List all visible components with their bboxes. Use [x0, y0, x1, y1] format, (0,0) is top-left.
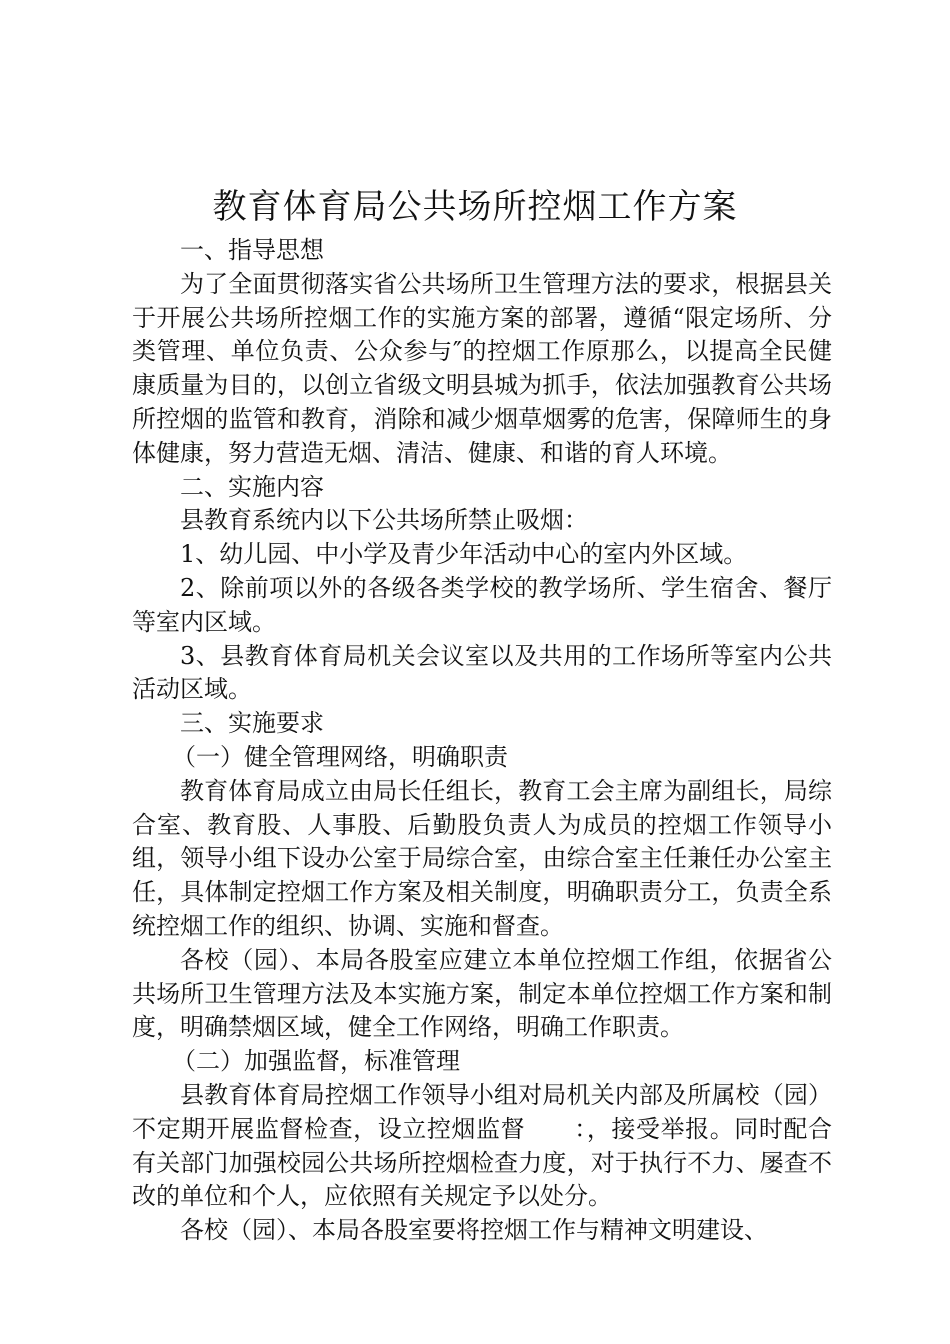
section-heading-implementation-content: 二、实施内容	[180, 472, 324, 501]
paragraph-guiding-ideology: 为了全面贯彻落实省公共场所卫生管理方法的要求，根据县关于开展公共场所控烟工作的实施方案的部署，遵循“限定场所、分类管理、单位负责、公众参与″的控烟工作原那么，以提高全民健康质量为目的，以创立省级文明县城为抓手，依法加强教育公共场所控烟的监管和教育，消除和减少烟草烟雾的危害，保障师生的身体健康，努力营造无烟、清洁、健康、和谐的育人环境。	[132, 269, 832, 467]
paragraph-civilization-building: 各校（园）、本局各股室要将控烟工作与精神文明建设、	[180, 1216, 768, 1245]
paragraph-supervision-inspection: 县教育体育局控烟工作领导小组对局机关内部及所属校（园）不定期开展监督检查，设立控烟监督 ：，接受举报。同时配合有关部门加强校园公共场所控烟检查力度，对于执行不力、屡查不改的单位和个人，应依照有关规定予以处分。	[132, 1080, 832, 1211]
list-item-ban-area-1: 1、幼儿园、中小学及青少年活动中心的室内外区域。	[180, 540, 748, 569]
section-heading-guiding-ideology: 一、指导思想	[180, 236, 324, 264]
section-heading-implementation-requirements: 三、实施要求	[180, 709, 324, 738]
document-title: 教育体育局公共场所控烟工作方案	[212, 187, 738, 227]
subsection-heading-supervision: （二）加强监督，标准管理	[172, 1047, 460, 1076]
list-item-ban-area-3: 3、县教育体育局机关会议室以及共用的工作场所等室内公共活动区域。	[132, 641, 832, 704]
paragraph-smoking-ban-intro: 县教育系统内以下公共场所禁止吸烟：	[180, 506, 588, 535]
list-item-ban-area-2: 2、除前项以外的各级各类学校的教学场所、学生宿舍、餐厅等室内区域。	[132, 573, 832, 636]
paragraph-unit-work-groups: 各校（园）、本局各股室应建立本单位控烟工作组，依据省公共场所卫生管理方法及本实施方案，制定本单位控烟工作方案和制度，明确禁烟区域，健全工作网络，明确工作职责。	[132, 945, 832, 1042]
paragraph-leadership-group: 教育体育局成立由局长任组长，教育工会主席为副组长，局综合室、教育股、人事股、后勤股负责人为成员的控烟工作领导小组，领导小组下设办公室于局综合室，由综合室主任兼任办公室主任，具体制定控烟工作方案及相关制度，明确职责分工，负责全系统控烟工作的组织、协调、实施和督查。	[132, 776, 832, 940]
subsection-heading-management-network: （一）健全管理网络，明确职责	[172, 742, 508, 771]
document-body	[132, 234, 832, 1248]
